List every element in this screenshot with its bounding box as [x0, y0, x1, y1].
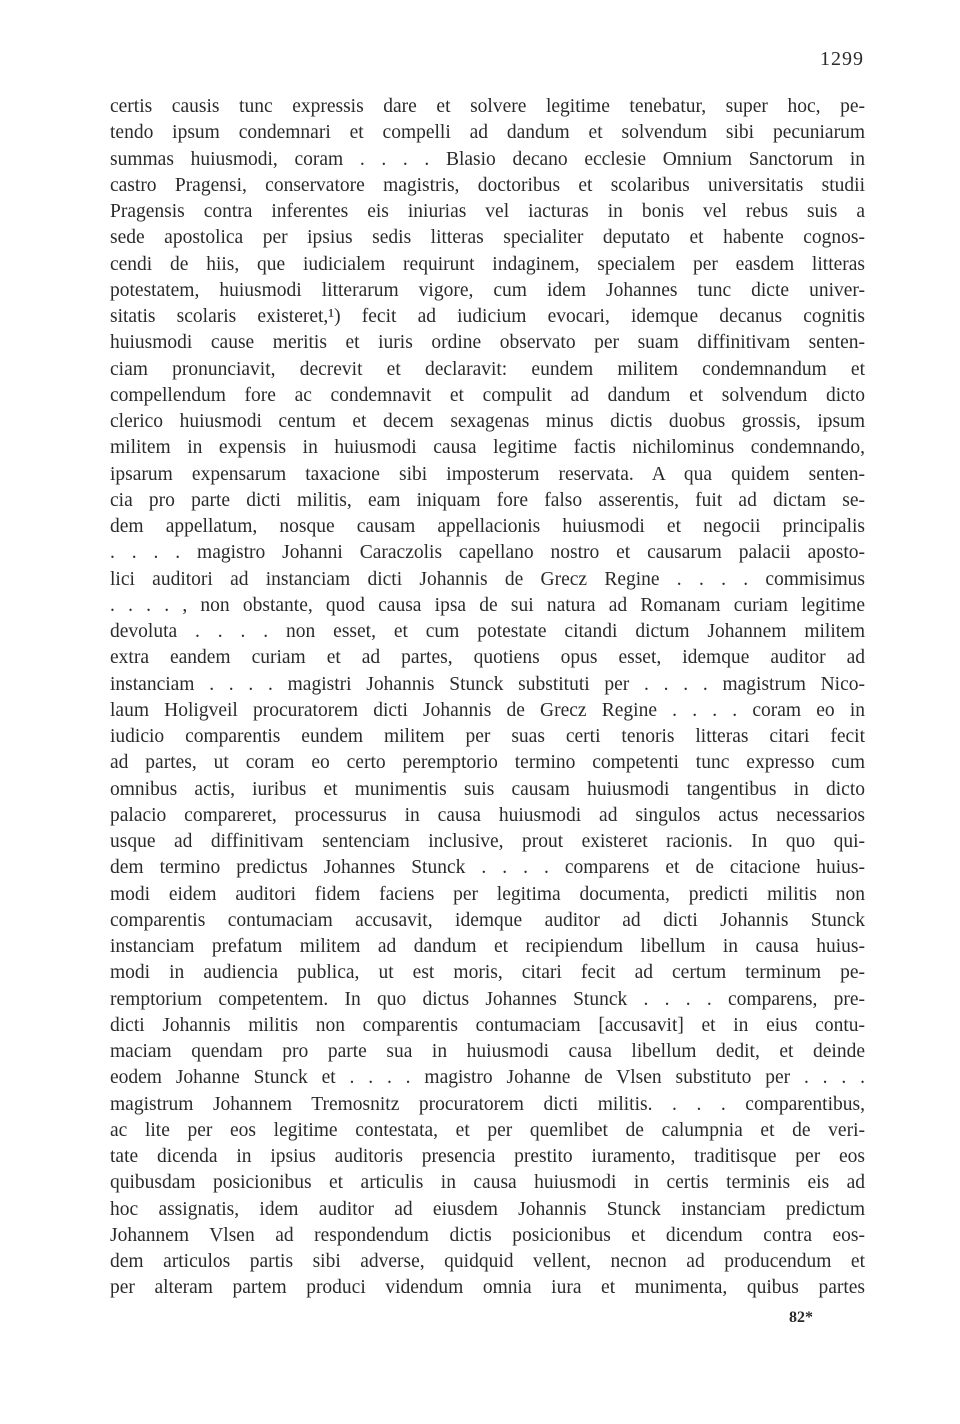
text-line: hoc assignatis, idem auditor ad eiusdem Johannis Stunck instanciam predictum	[110, 1198, 865, 1220]
text-line: usque ad diffinitivam sentenciam inclusive, prout existeret racionis. In quo qui-	[110, 831, 865, 852]
text-line: potestatem, huiusmodi litterarum vigore, cum idem Johannes tunc dicte univer-	[110, 279, 865, 301]
text-line: certis causis tunc expressis dare et solvere legitime tenebatur, super hoc, pe-	[110, 96, 865, 117]
text-line: omnibus actis, iuribus et munimentis suis causam huiusmodi tangentibus in dicto	[110, 778, 865, 800]
text-line: ad partes, ut coram eo certo peremptorio termino competenti tunc expresso cum	[110, 752, 865, 774]
text-line: castro Pragensi, conservatore magistris, doctoribus et scolaribus universitatis studii	[110, 174, 865, 196]
signature-mark: 82*	[789, 1309, 813, 1326]
body-text	[110, 94, 865, 1302]
text-line: magistrum Johannem Tremosnitz procuratorem dicti militis. . . . comparentibus,	[110, 1093, 865, 1115]
text-line: maciam quendam pro parte sua in huiusmodi causa libellum dedit, et deinde	[110, 1041, 865, 1062]
text-line: . . . . , non obstante, quod causa ipsa de sui natura ad Romanam curiam legitime	[110, 594, 865, 616]
text-line: iudicio comparentis eundem militem per suas certi tenoris litteras citari fecit	[110, 726, 865, 747]
text-line: palacio compareret, processurus in causa huiusmodi ad singulos actus necessarios	[110, 804, 865, 826]
text-line: per alteram partem produci videndum omnia iura et munimenta, quibus partes	[110, 1277, 865, 1299]
text-line: sitatis scolaris existeret,¹) fecit ad iudicium evocari, idemque decanus cognitis	[110, 306, 865, 327]
text-line: ciam pronunciavit, decrevit et declaravit: eundem militem condemnandum et	[110, 358, 865, 380]
text-line: ipsarum expensarum taxacione sibi imposterum reservata. A qua quidem senten-	[110, 463, 865, 485]
text-line: summas huiusmodi, coram . . . . Blasio decano ecclesie Omnium Sanctorum in	[110, 148, 865, 170]
text-line: dem appellatum, nosque causam appellacionis huiusmodi et negocii principalis	[110, 516, 865, 537]
text-line: huiusmodi cause meritis et iuris ordine observato per suam diffinitivam senten-	[110, 332, 865, 354]
text-line: lici auditori ad instanciam dicti Johannis de Grecz Regine . . . . commisimus	[110, 568, 865, 590]
text-line: extra eandem curiam et ad partes, quotiens opus esset, idemque auditor ad	[110, 647, 865, 669]
text-line: tate dicenda in ipsius auditoris presencia prestito iuramento, traditisque per eos	[110, 1146, 865, 1167]
text-line: instanciam prefatum militem ad dandum et recipiendum libellum in causa huius-	[110, 936, 865, 957]
text-line: cia pro parte dicti militis, eam iniquam fore falso asserentis, fuit ad dictam se-	[110, 489, 865, 511]
text-line: remptorium competentem. In quo dictus Johannes Stunck . . . . comparens, pre-	[110, 988, 865, 1010]
text-line: modi in audiencia publica, ut est moris, citari fecit ad certum terminum pe-	[110, 962, 865, 984]
text-line: Pragensis contra inferentes eis iniurias vel iacturas in bonis vel rebus suis a	[110, 201, 865, 222]
text-line: Johannem Vlsen ad respondendum dictis posicionibus et dicendum contra eos-	[110, 1224, 865, 1246]
text-line: devoluta . . . . non esset, et cum potestate citandi dictum Johannem militem	[110, 621, 865, 642]
text-line: sede apostolica per ipsius sedis litteras specialiter deputato et habente cognos-	[110, 227, 865, 249]
text-line: laum Holigveil procuratorem dicti Johannis de Grecz Regine . . . . coram eo in	[110, 699, 865, 721]
text-line: dicti Johannis militis non comparentis contumaciam [accusavit] et in eius contu-	[110, 1014, 865, 1036]
text-line: tendo ipsum condemnari et compelli ad dandum et solvendum sibi pecuniarum	[110, 122, 865, 144]
text-line: comparentis contumaciam accusavit, idemque auditor ad dicti Johannis Stunck	[110, 909, 865, 931]
page-number: 1299	[820, 48, 864, 70]
text-line: instanciam . . . . magistri Johannis Stunck substituti per . . . . magistrum Nico-	[110, 673, 865, 695]
text-line: . . . . magistro Johanni Caraczolis capellano nostro et causarum palacii aposto-	[110, 542, 865, 564]
text-line: cendi de hiis, que iudicialem requirunt indaginem, specialem per easdem litteras	[110, 253, 865, 275]
text-line: compellendum fore ac condemnavit et compulit ad dandum et solvendum dicto	[110, 384, 865, 406]
text-line: ac lite per eos legitime contestata, et per quemlibet de calumpnia et de veri-	[110, 1119, 865, 1141]
text-line: dem articulos partis sibi adverse, quidquid vellent, necnon ad producendum et	[110, 1251, 865, 1272]
text-line: militem in expensis in huiusmodi causa legitime factis nichilominus condemnando,	[110, 437, 865, 459]
text-line: eodem Johanne Stunck et . . . . magistro Johanne de Vlsen substituto per . . . .	[110, 1067, 865, 1089]
text-line: modi eidem auditori fidem faciens per legitima documenta, predicti militis non	[110, 883, 865, 905]
text-line: quibusdam posicionibus et articulis in causa huiusmodi in certis terminis eis ad	[110, 1172, 865, 1194]
text-line: clerico huiusmodi centum et decem sexagenas minus dictis duobus grossis, ipsum	[110, 411, 865, 432]
text-line: dem termino predictus Johannes Stunck . . . . comparens et de citacione huius-	[110, 857, 865, 879]
